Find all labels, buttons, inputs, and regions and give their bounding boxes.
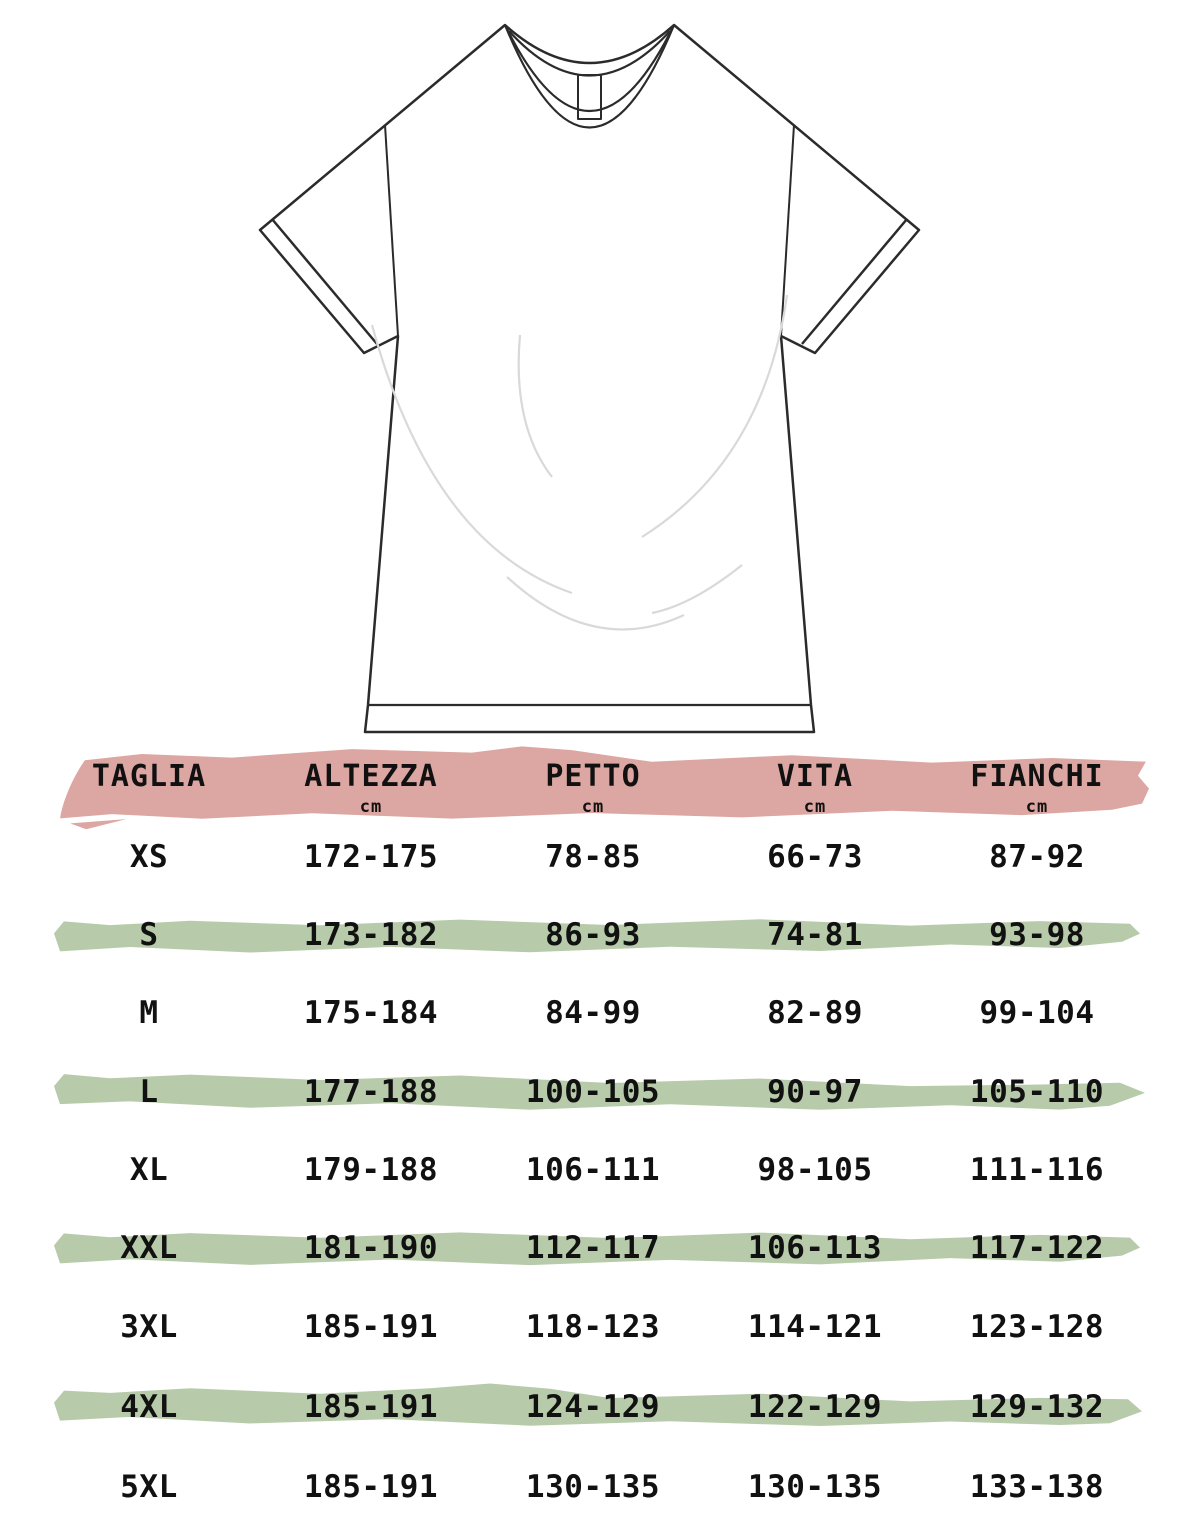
value-cell: 93-98 (989, 917, 1085, 953)
value-cell: 130-135 (747, 1469, 883, 1505)
value-cell: 106-113 (747, 1230, 883, 1266)
table-row-3xl (38, 1305, 1148, 1349)
size-cell: M (139, 995, 159, 1031)
table-row-4xl (38, 1385, 1148, 1429)
column-header-vita: VITA (776, 759, 854, 794)
size-cell: XS (129, 839, 169, 875)
value-cell: 181-190 (303, 1230, 439, 1266)
size-cell: 4XL (120, 1389, 178, 1425)
value-cell: 111-116 (969, 1152, 1105, 1188)
value-cell: 124-129 (525, 1389, 661, 1425)
size-cell: XL (129, 1152, 169, 1188)
table-header (38, 758, 1148, 796)
table-row-5xl (38, 1465, 1148, 1509)
value-cell: 74-81 (767, 917, 863, 953)
value-cell: 173-182 (303, 917, 439, 953)
table-row-m (38, 991, 1148, 1035)
value-cell: 185-191 (303, 1309, 439, 1345)
tshirt-diagram (222, 5, 957, 740)
value-cell: 84-99 (545, 995, 641, 1031)
value-cell: 105-110 (969, 1074, 1105, 1110)
unit-label (38, 794, 260, 820)
value-cell: 98-105 (757, 1152, 873, 1188)
table-row-l (38, 1070, 1148, 1114)
size-cell: L (139, 1074, 159, 1110)
value-cell: 179-188 (303, 1152, 439, 1188)
table-row-xxl (38, 1226, 1148, 1270)
column-header-petto: PETTO (545, 759, 641, 794)
unit-label: cm (359, 797, 383, 817)
size-cell: 3XL (120, 1309, 178, 1345)
unit-label: cm (1025, 797, 1049, 817)
column-header-taglia: TAGLIA (91, 759, 207, 794)
unit-label: cm (581, 797, 605, 817)
value-cell: 177-188 (303, 1074, 439, 1110)
value-cell: 133-138 (969, 1469, 1105, 1505)
size-cell: XXL (120, 1230, 178, 1266)
column-header-altezza: ALTEZZA (304, 759, 438, 794)
value-cell: 114-121 (747, 1309, 883, 1345)
value-cell: 82-89 (767, 995, 863, 1031)
table-row-xl (38, 1148, 1148, 1192)
size-cell: 5XL (120, 1469, 178, 1505)
value-cell: 66-73 (767, 839, 863, 875)
value-cell: 117-122 (969, 1230, 1105, 1266)
table-row-s (38, 913, 1148, 957)
value-cell: 87-92 (989, 839, 1085, 875)
value-cell: 86-93 (545, 917, 641, 953)
value-cell: 100-105 (525, 1074, 661, 1110)
value-cell: 106-111 (525, 1152, 661, 1188)
value-cell: 90-97 (767, 1074, 863, 1110)
value-cell: 175-184 (303, 995, 439, 1031)
value-cell: 129-132 (969, 1389, 1105, 1425)
value-cell: 130-135 (525, 1469, 661, 1505)
value-cell: 118-123 (525, 1309, 661, 1345)
value-cell: 172-175 (303, 839, 439, 875)
value-cell: 99-104 (979, 995, 1095, 1031)
value-cell: 78-85 (545, 839, 641, 875)
table-header-units (38, 794, 1148, 820)
column-header-fianchi: FIANCHI (970, 759, 1104, 794)
table-row-xs (38, 835, 1148, 879)
unit-label: cm (803, 797, 827, 817)
value-cell: 112-117 (525, 1230, 661, 1266)
value-cell: 123-128 (969, 1309, 1105, 1345)
value-cell: 122-129 (747, 1389, 883, 1425)
value-cell: 185-191 (303, 1389, 439, 1425)
size-cell: S (139, 917, 159, 953)
value-cell: 185-191 (303, 1469, 439, 1505)
